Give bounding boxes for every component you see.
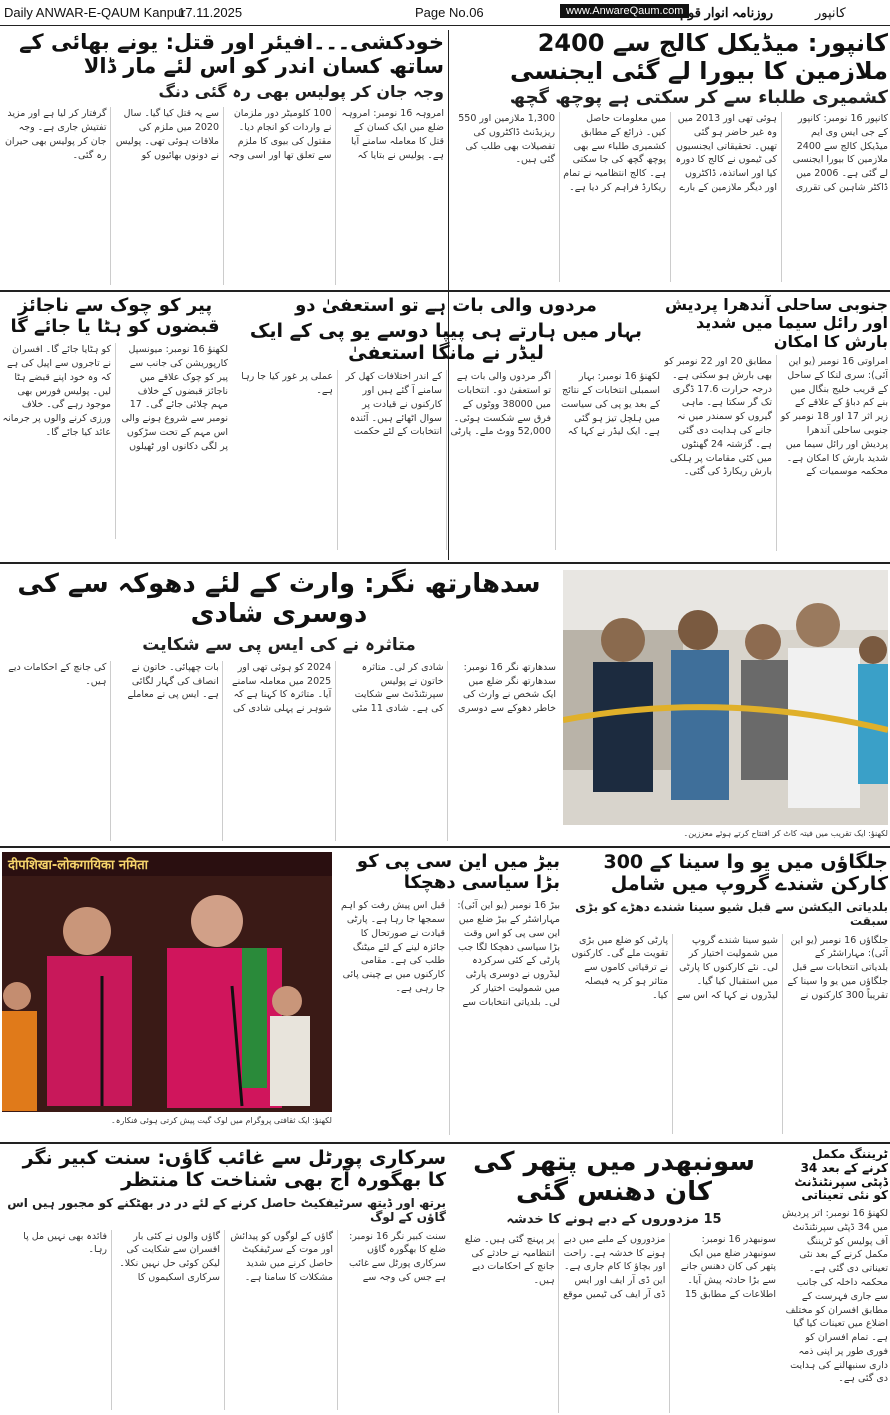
photo-caption: لکھنؤ: ایک تقریب میں فیتہ کاٹ کر افتتاح کرتے ہوئے معززین۔ [683, 829, 888, 838]
photo-ribbon-cutting [563, 570, 888, 840]
story-subhead: متاثرہ نے کی ایس پی سے شکایت [142, 634, 416, 655]
story-body: امراوتی 16 نومبر (یو این آئی): سری لنکا کے ساحل کے قریب خلیج بنگال میں بنے کم دباؤ کے علاقے کے زیر اثر 17 اور 18 نومبر کو جنوبی ساحلی آندھرا پردیش اور رائل سیما میں شدید بارش کا امکان ہے۔ محکمہ موسمیات کے مطابق 20 اور 22 نومبر کو بھی بارش ہو سکتی ہے۔ درجہ حرارت 17.6 ڈگری تک گر سکتا ہے۔ ماہی گیروں کو سمندر میں نہ جانے کی ہدایت دی گئی ہے۔ گزشتہ 24 گھنٹوں میں کئی مقامات پر ہلکی بارش ریکارڈ کی گئی۔ [664, 356, 888, 478]
story-headline: ٹریننگ مکمل کرنے کے بعد 34 ڈپٹی سپرنٹنڈنٹ کو نئی تعیناتی [794, 1147, 888, 1203]
section-divider [0, 562, 890, 564]
story-body: سنت کبیر نگر 16 نومبر: ضلع کا بھگورہ گاؤں سرکاری پورٹل سے غائب ہے جس کی وجہ سے گاؤں کے لوگوں کو پیدائش اور موت کے سرٹیفکیٹ حاصل کرنے میں شدید مشکلات کا سامنا ہے۔ گاؤں والوں نے کئی بار افسران سے شکایت کی لیکن کوئی حل نہیں نکلا۔ سرکاری اسکیموں کا فائدہ بھی نہیں مل پا رہا۔ [23, 1230, 446, 1283]
story-second-marriage [2, 570, 556, 842]
story-headline: پیر کو چوک سے ناجائز قبضوں کو ہٹا یا جائے گا [10, 295, 220, 337]
story-body: کانپور 16 نومبر: کانپور کے جی ایس وی ایم میڈیکل کالج سے 2400 ملازمین کا بیورا ایجنسی لے گئی ہے۔ 2006 میں ڈاکٹر شاہین کی تقرری ہوئی تھی اور 2013 میں وہ غیر حاضر ہو گئی تھیں۔ تحقیقاتی ایجنسیوں کی ٹیموں نے کالج کا دورہ کیا اور اساتذہ، ڈاکٹروں اور دیگر ملازمین کے بارے میں معلومات حاصل کیں۔ ذرائع کے مطابق کشمیری طلباء سے بھی پوچھ گچھ کی جا سکتی ہے۔ کالج انتظامیہ نے تمام ریکارڈ فراہم کر دیا ہے۔ 1,300 ملازمین اور 550 ریزیڈنٹ ڈاکٹروں کی تفصیلات بھی طلب کی گئی ہیں۔ [458, 113, 888, 194]
story-subhead: 15 مزدوروں کے دبے ہونے کا خدشہ [506, 1211, 722, 1227]
story-headline: سرکاری پورٹل سے غائب گاؤں: سنت کبیر نگر کا بھگورہ آج بھی شناخت کا منتظر [22, 1147, 446, 1191]
story-headline: جلگاؤں میں یو وا سینا کے 300 کارکن شندے گروپ میں شامل [603, 851, 888, 895]
photo-image [2, 876, 332, 1112]
masthead-urdu-name: روزنامہ انوار قوم [680, 5, 774, 20]
photo-image [563, 570, 888, 825]
masthead-url[interactable]: www.AnwareQaum.com [560, 4, 689, 18]
story-body: سدھارتھ نگر 16 نومبر: سدھارتھ نگر ضلع میں ایک شخص نے وارث کی خاطر دھوکے سے دوسری شادی کر لی۔ متاثرہ خاتون نے پولیس سپرنٹنڈنٹ سے شکایت کی ہے۔ شادی 11 مئی 2024 کو ہوئی تھی اور 2025 میں معاملہ سامنے آیا۔ متاثرہ کا کہنا ہے کہ شوہر نے پہلی شادی کی بات چھپائی۔ خاتون نے انصاف کی گہار لگائی ہے۔ ایس پی نے معاملے کی جانچ کے احکامات دیے ہیں۔ [8, 661, 556, 715]
story-subhead: برتھ اور ڈیتھ سرٹیفکیٹ حاصل کرنے کے لئے در در بھٹکنے کو مجبور ہیں اس گاؤں کے لوگ [7, 1195, 446, 1224]
story-headline: خودکشی۔۔۔افیئر اور قتل: یونے بھائی کے ساتھ کسان اندر کو اس لئے مار ڈالا [19, 30, 444, 79]
story-resignation [232, 296, 660, 558]
masthead-paper-title: Daily ANWAR-E-QAUM Kanpur [4, 5, 186, 20]
story-body: جلگاؤں 16 نومبر (یو این آئی): مہاراشٹر کے بلدیاتی انتخابات سے قبل جلگاؤں میں یو وا سینا کے تقریباً 300 کارکنوں نے شیو سینا شندے گروپ میں شمولیت اختیار کر لی۔ نئے کارکنوں کا پارٹی میں استقبال کیا گیا۔ لیڈروں نے کہا کہ اس سے پارٹی کو ضلع میں بڑی تقویت ملے گی۔ کارکنوں نے ترقیاتی کاموں سے متاثر ہو کر یہ فیصلہ کیا۔ [571, 934, 888, 1001]
story-body: لکھنؤ 16 نومبر: اتر پردیش میں 34 ڈپٹی سپرنٹنڈنٹ آف پولیس کو ٹریننگ مکمل کرنے کے بعد نئی تعیناتی دی گئی ہے۔ محکمہ داخلہ کی جانب سے جاری فہرست کے مطابق افسران کو مختلف اضلاع میں تعینات کیا گیا ہے۔ تمام افسران کو فوری طور پر اپنی ذمہ داری سنبھالنے کی ہدایت دی گئی ہے۔ [782, 1208, 888, 1385]
section-divider [0, 1142, 890, 1144]
story-encroachment [2, 296, 228, 558]
story-subhead: وجہ جان کر پولیس بھی رہ گئی دنگ [158, 82, 444, 102]
story-headline: مردوں والی بات ہے تو استعفیٰ دو [295, 295, 597, 316]
photo-banner: दीपशिखा-लोकगायिका नमिता [2, 852, 332, 876]
story-murder-case [2, 30, 444, 290]
story-body: لکھنؤ 16 نومبر: بہار اسمبلی انتخابات کے نتائج کے بعد یو پی کی سیاست میں ہلچل تیز ہو گئی ہے۔ ایک لیڈر نے کہا کہ اگر مردوں والی بات ہے تو استعفیٰ دو۔ انتخابات میں 38000 ووٹوں کے فرق سے شکست ہوئی۔ 52,000 ووٹ ملے۔ پارٹی کے اندر اختلافات کھل کر سامنے آ گئے ہیں اور کارکنوں نے قیادت پر سوال اٹھائے ہیں۔ آئندہ انتخابات کے لئے حکمت عملی پر غور کیا جا رہا ہے۔ [241, 371, 660, 438]
story-jalgaon [566, 852, 888, 1137]
story-rain-forecast [664, 296, 888, 558]
story-beed-ncp [338, 852, 560, 1137]
story-headline: سونبھدر میں پتھر کی کان دھنس گئی [473, 1147, 755, 1207]
story-subhead: بلدیاتی الیکشن سے قبل شیو سینا شندے دھڑے کو بڑی سبقت [575, 899, 888, 928]
story-body: بیڑ 16 نومبر (یو این آئی): مہاراشٹر کے بیڑ ضلع میں این سی پی کو اس وقت بڑا سیاسی دھچکا لگا جب پارٹی کے کئی سرکردہ لیڈروں نے دوسری پارٹی میں شمولیت اختیار کر لی۔ بلدیاتی انتخابات سے قبل اس پیش رفت کو اہم سمجھا جا رہا ہے۔ پارٹی قیادت نے صورتحال کا جائزہ لینے کے لئے میٹنگ طلب کی ہے۔ مقامی کارکنوں میں بے چینی پائی جا رہی ہے۔ [341, 900, 560, 1008]
story-body: لکھنؤ 16 نومبر: میونسپل کارپوریشن کی جانب سے پیر کو چوک علاقے میں ناجائز قبضوں کے خلاف مہم چلائی جائے گی۔ 17 نومبر سے شروع ہونے والی اس مہم کے تحت سڑکوں پر لگی دکانوں اور ٹھیلوں کو ہٹایا جائے گا۔ افسران نے تاجروں سے اپیل کی ہے کہ وہ خود اپنے قبضے ہٹا لیں۔ پولیس فورس بھی موجود رہے گی۔ خلاف ورزی کرنے والوں پر جرمانہ عائد کیا جائے گا۔ [2, 344, 228, 452]
story-body: امروہہ 16 نومبر: امروہہ ضلع میں ایک کسان کے قتل کا معاملہ سامنے آیا ہے۔ پولیس نے بتایا کہ 100 کلومیٹر دور ملزمان نے واردات کو انجام دیا۔ مقتول کی بیوی کا ملزم سے تعلق تھا اور اسی وجہ سے یہ قتل کیا گیا۔ سال 2020 میں ملزم کی ملاقات ہوئی تھی۔ پولیس نے دونوں بھائیوں کو گرفتار کر لیا ہے اور مزید تفتیش جاری ہے۔ وجہ جان کر پولیس بھی حیران رہ گئی۔ [4, 108, 444, 161]
story-headline: جنوبی ساحلی آندھرا پردیش اور رائل سیما میں شدید بارش کا امکان [664, 295, 888, 351]
masthead-city: کانپور [815, 5, 846, 20]
story-body: سونبھدر 16 نومبر: سونبھدر ضلع میں ایک پتھر کی کان دھنس جانے سے بڑا حادثہ پیش آیا۔ اطلاعات کے مطابق 15 مزدوروں کے ملبے میں دبے ہونے کا خدشہ ہے۔ راحت اور بچاؤ کا کام جاری ہے۔ این ڈی آر ایف اور ایس ڈی آر ایف کی ٹیمیں موقع پر پہنچ گئی ہیں۔ ضلع انتظامیہ نے حادثے کی جانچ کے احکامات دیے ہیں۔ [464, 1233, 776, 1300]
masthead-date: 17.11.2025 [178, 5, 243, 20]
story-dsp-postings [782, 1148, 888, 1413]
masthead [0, 0, 890, 26]
story-headline-secondary: بہار میں ہارتے ہی پیپا دوسے یو پی کے ایک لیڈر نے مانگا استعفیٰ [249, 319, 643, 364]
story-headline: سدھارتھ نگر: وارث کے لئے دھوکہ سے کی دوسری شادی [17, 569, 541, 629]
story-missing-village [2, 1148, 446, 1413]
section-divider [0, 290, 890, 292]
story-headline: کانپور: میڈیکل کالج سے 2400 ملازمین کا بیورا لے گئی ایجنسی [510, 29, 888, 85]
photo-folk-singer [2, 852, 332, 1137]
story-sonbhadra-mine [452, 1148, 776, 1413]
story-headline: بیڑ میں این سی پی کو بڑا سیاسی دھچکا [356, 851, 560, 893]
masthead-page-number: Page No.06 [415, 5, 484, 20]
story-medical-college [452, 30, 888, 288]
photo-caption: لکھنؤ: ایک ثقافتی پروگرام میں لوک گیت پیش کرتی ہوئی فنکارہ۔ [111, 1116, 332, 1125]
section-divider [0, 846, 890, 848]
story-subhead: کشمیری طلباء سے کر سکتی ہے پوچھ گچھ [509, 87, 888, 109]
